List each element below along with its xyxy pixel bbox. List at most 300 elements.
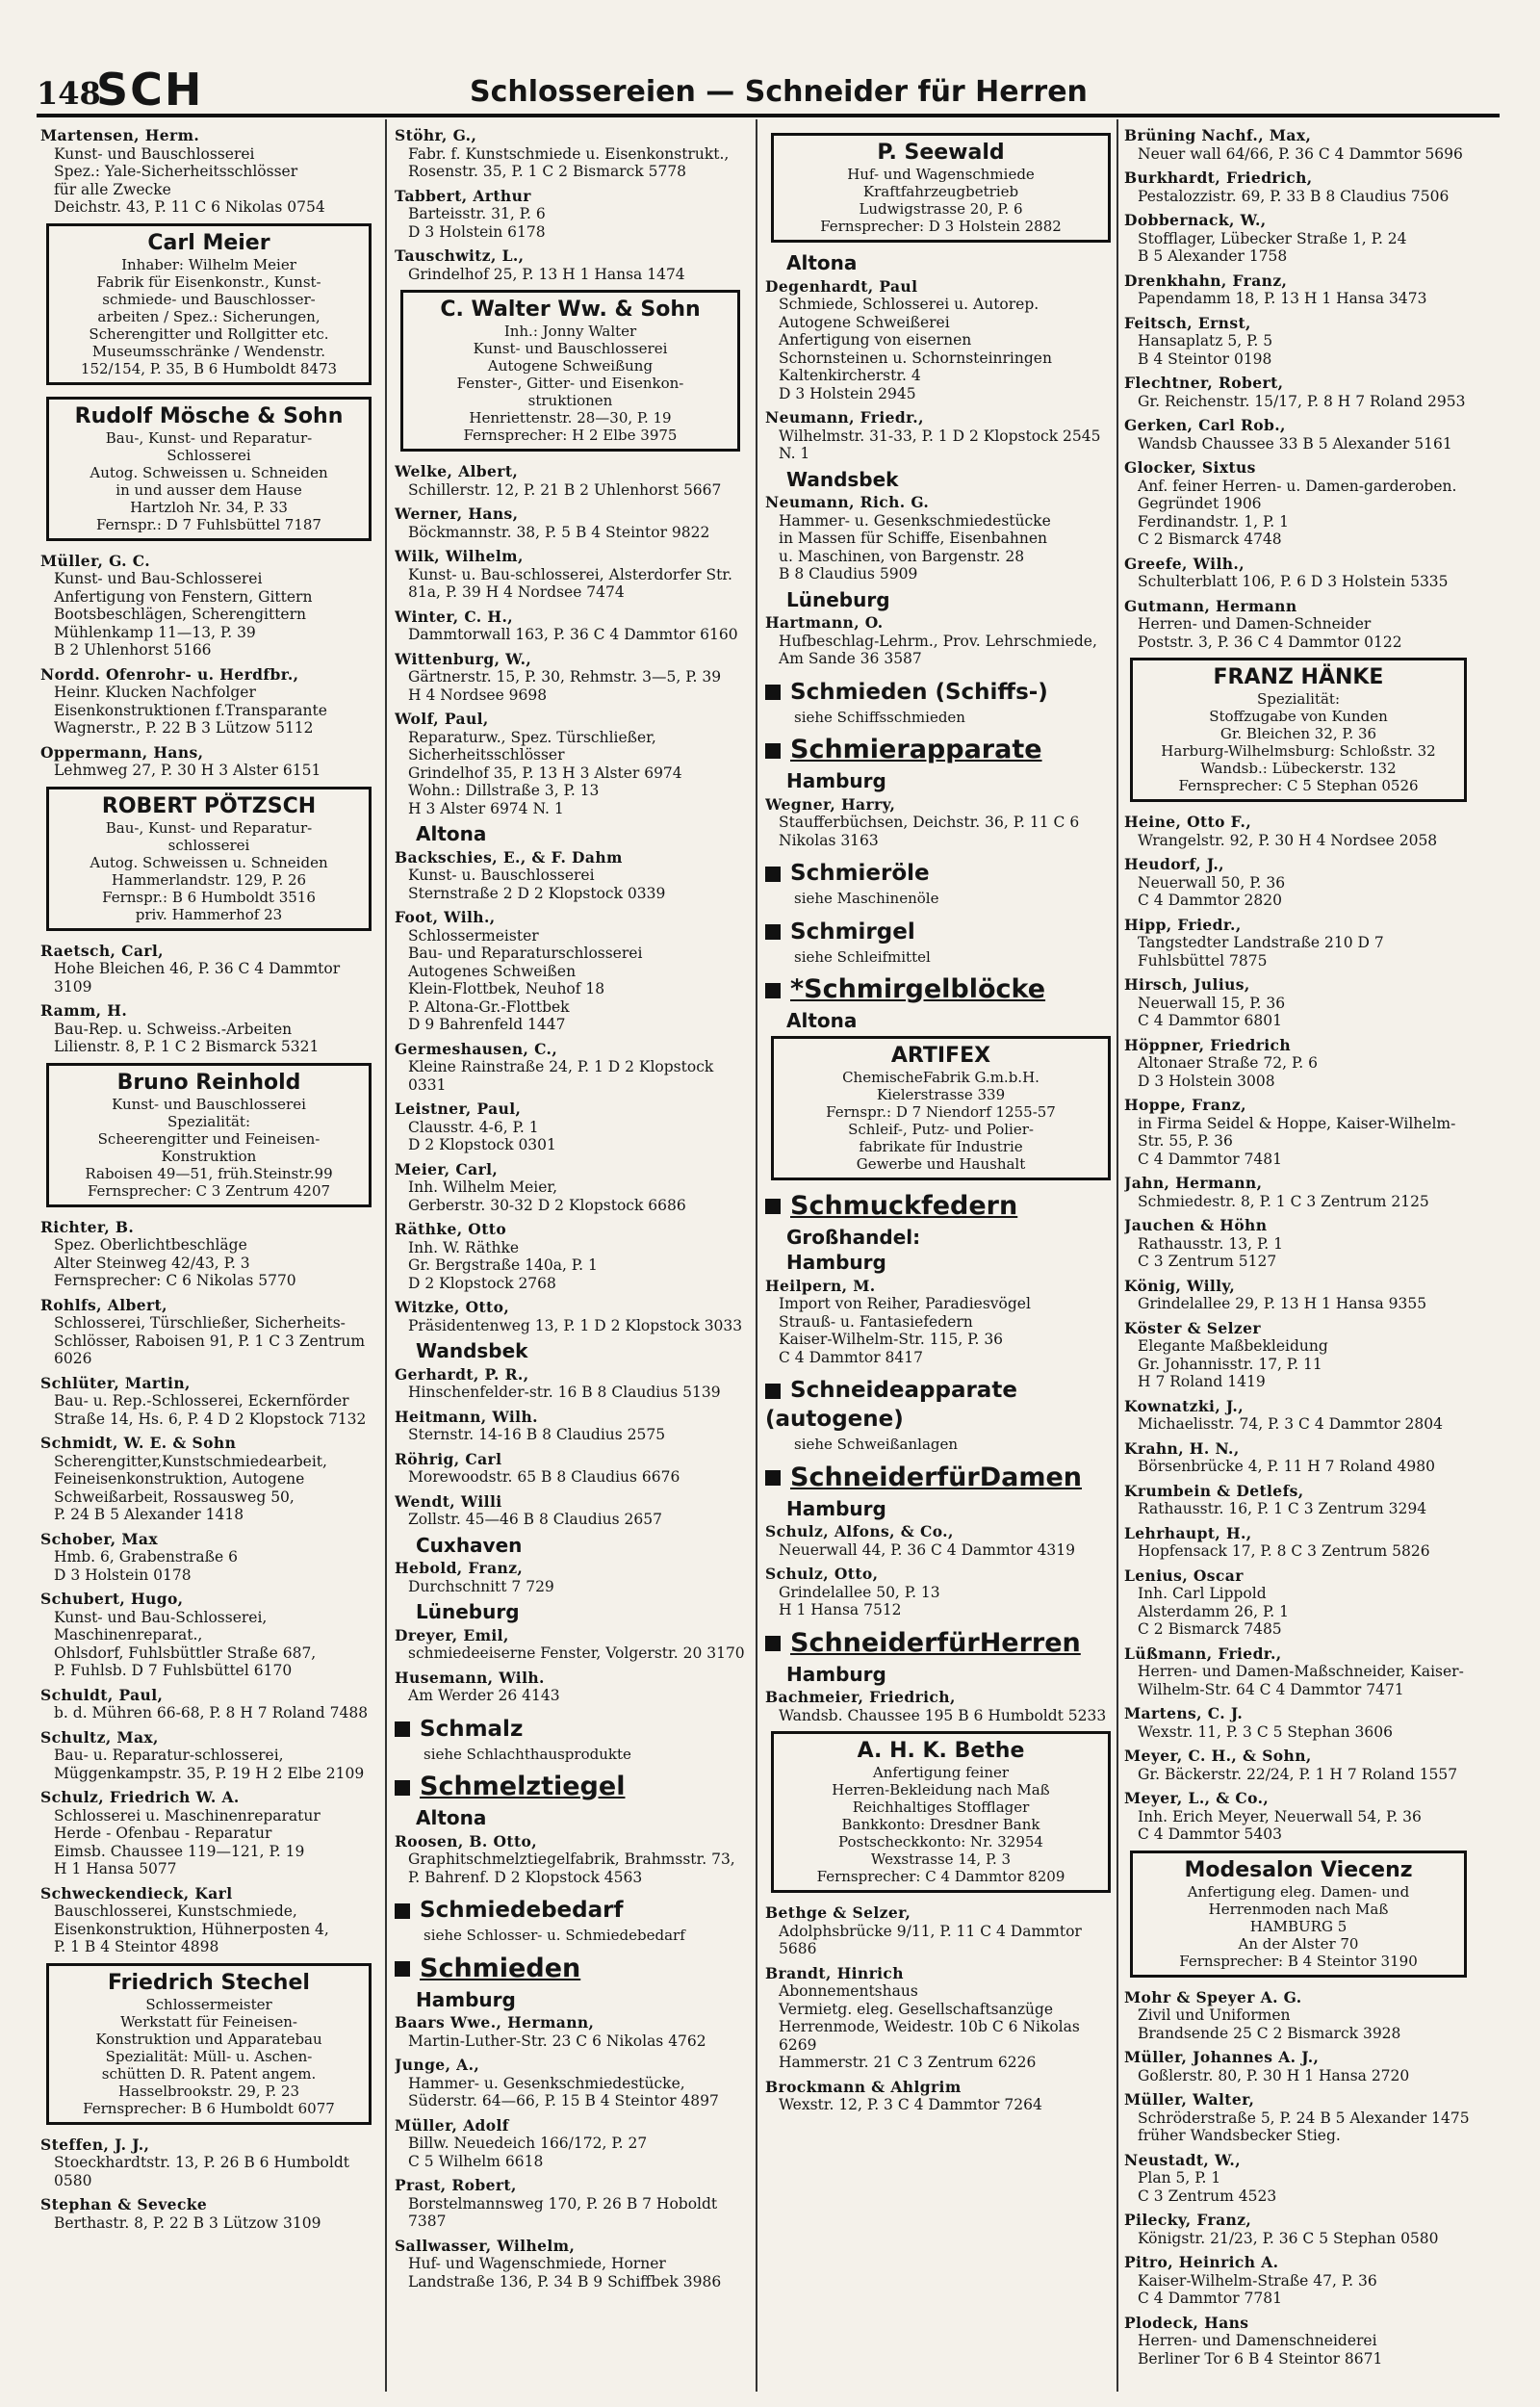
advertisement-line: Schleif-, Putz- und Polier- <box>848 1120 1034 1138</box>
entry-line: D 3 Holstein 3008 <box>1138 1072 1275 1090</box>
entry-line: C 4 Dammtor 7481 <box>1138 1150 1282 1168</box>
entry-line: H 3 Alster 6974 N. 1 <box>408 799 564 817</box>
directory-entry <box>40 666 377 738</box>
entry-line: Pestalozzistr. 69, P. 33 B 8 Claudius 7506 <box>1138 187 1450 205</box>
advertisement-box <box>771 1036 1111 1180</box>
entry-name: Wittenburg, W., <box>395 649 532 668</box>
entry-name: Mohr & Speyer A. G. <box>1124 1987 1302 2006</box>
entry-name: Hoppe, Franz, <box>1124 1096 1246 1114</box>
directory-entry <box>1124 1747 1473 1783</box>
entry-name: Dobbernack, W., <box>1124 211 1267 229</box>
city-heading: Altona <box>786 251 858 274</box>
entry-name: Sallwasser, Wilhelm, <box>395 2236 576 2255</box>
advertisement-line: schütten D. R. Patent angem. <box>101 2064 317 2083</box>
directory-entry <box>1124 459 1473 549</box>
advertisement-line: in und ausser dem Hause <box>116 480 302 499</box>
advertisement-title: FRANZ HÄNKE <box>1213 665 1384 689</box>
directory-entry <box>765 494 1116 583</box>
entry-name: Lüßmann, Friedr., <box>1124 1643 1282 1663</box>
entry-line: Wandsb Chaussee 33 B 5 Alexander 5161 <box>1138 434 1452 453</box>
advertisement-line: Autogene Schweißung <box>487 357 654 375</box>
entry-line: Anfertigung von Fenstern, Gittern <box>54 587 313 606</box>
entry-name: Müller, Walter, <box>1124 2090 1255 2109</box>
entry-line: Hammer- u. Gesenkschmiedestücke <box>779 511 1051 530</box>
directory-entry <box>1124 2315 1473 2368</box>
entry-name: Brüning Nachf., Max, <box>1124 127 1312 144</box>
advertisement-box <box>771 1731 1111 1893</box>
advertisement-title: Modesalon Viecenz <box>1184 1857 1413 1882</box>
advertisement-line: ChemischeFabrik G.m.b.H. <box>842 1068 1040 1086</box>
entry-name: Brockmann & Ahlgrim <box>765 2077 962 2096</box>
advertisement-title: Friedrich Stechel <box>108 1970 310 1995</box>
entry-line: Grindelhof 35, P. 13 H 3 Alster 6974 <box>408 764 682 782</box>
directory-entry <box>1124 2152 1473 2206</box>
advertisement-title: ARTIFEX <box>890 1043 991 1068</box>
advertisement-line: Spezialität: Müll- u. Aschen- <box>105 2047 313 2065</box>
advertisement-line: Fenster-, Gitter- und Eisenkon- <box>456 375 684 392</box>
entry-line: Barteisstr. 31, P. 6 <box>408 205 546 222</box>
entry-line: Adolphsbrücke 9/11, P. 11 C 4 Dammtor 5686 <box>779 1922 1082 1957</box>
entry-line: Goßlerstr. 80, P. 30 H 1 Hansa 2720 <box>1138 2066 1410 2084</box>
entry-name: Jahn, Hermann, <box>1124 1174 1263 1192</box>
entry-line: D 9 Bahrenfeld 1447 <box>408 1016 566 1033</box>
entry-name: Lehrhaupt, H., <box>1124 1523 1252 1542</box>
page-header <box>37 64 1500 117</box>
entry-name: Schlüter, Martin, <box>40 1373 191 1392</box>
directory-entry <box>40 1435 377 1524</box>
entry-line: Börsenbrücke 4, P. 11 H 7 Roland 4980 <box>1138 1458 1435 1475</box>
entry-name: Schober, Max <box>40 1529 159 1548</box>
entry-line: Autogene Schweißerei <box>779 313 950 331</box>
entry-name: Werner, Hans, <box>395 505 519 523</box>
entry-line: Hammer- u. Gesenkschmiedestücke, Süderstr. 64—66, P. 15 B 4 Steintor 4897 <box>408 2074 719 2109</box>
directory-entry <box>1124 1320 1473 1391</box>
directory-entry <box>1124 1567 1473 1639</box>
directory-entry <box>1124 1278 1473 1313</box>
advertisement-title: ROBERT PÖTZSCH <box>101 793 317 818</box>
entry-line: u. Maschinen, von Bargenstr. 28 <box>779 547 1025 565</box>
entry-name: Martens, C. J. <box>1124 1704 1244 1722</box>
city-heading: Altona <box>786 1009 858 1032</box>
directory-entry <box>395 2177 746 2231</box>
entry-name: Hipp, Friedr., <box>1124 915 1242 934</box>
advertisement-line: Raboisen 49—51, früh.Steinstr.99 <box>85 1164 333 1182</box>
entry-name: Stephan & Sevecke <box>40 2195 208 2213</box>
entry-name: Lenius, Oscar <box>1124 1566 1244 1585</box>
entry-line: Martin-Luther-Str. 23 C 6 Nikolas 4762 <box>408 2032 706 2050</box>
entry-name: Stöhr, G., <box>395 127 477 144</box>
entry-line: Herrenmode, Weidestr. 10b C 6 Nikolas 6269 <box>779 2018 1080 2054</box>
entry-line: Stoeckhardtstr. 13, P. 26 B 6 Humboldt 0580 <box>54 2154 349 2189</box>
entry-name: Pitro, Heinrich A. <box>1124 2253 1279 2271</box>
directory-entry <box>395 651 746 705</box>
advertisement-line: Kunst- und Bauschlosserei <box>112 1095 306 1113</box>
entry-name: Wilk, Wilhelm, <box>395 547 524 565</box>
directory-entry <box>395 463 746 499</box>
entry-name: Köster & Selzer <box>1124 1318 1261 1337</box>
entry-line: Gr. Reichenstr. 15/17, P. 8 H 7 Roland 2953 <box>1138 392 1466 410</box>
directory-entry <box>395 1161 746 1215</box>
directory-entry <box>395 1493 746 1529</box>
entry-line: Feineisenkonstruktion, Autogene <box>54 1470 305 1488</box>
entry-line: Hmb. 6, Grabenstraße 6 <box>54 1548 238 1566</box>
entry-line: Schillerstr. 12, P. 21 B 2 Uhlenhorst 5667 <box>408 480 722 499</box>
section-heading-text: Schmelztiegel <box>420 1772 626 1801</box>
entry-name: Roosen, B. Otto, <box>395 1831 538 1851</box>
advertisement-box <box>46 1963 372 2125</box>
entry-line: Brandsende 25 C 2 Bismarck 3928 <box>1138 2024 1401 2042</box>
entry-name: Junge, A., <box>395 2056 480 2074</box>
entry-line: Billw. Neuedeich 166/172, P. 27 <box>408 2135 648 2152</box>
entry-line: schmiedeeiserne Fenster, Volgerstr. 20 3170 <box>408 1644 745 1662</box>
section-heading <box>765 736 1116 764</box>
entry-line: Mühlenkamp 11—13, P. 39 <box>54 623 256 641</box>
section-heading-text: Schmieden (Schiffs-) <box>790 679 1048 705</box>
entry-name: Dreyer, Emil, <box>395 1625 509 1644</box>
entry-line: Reparaturw., Spez. Türschließer, Sicherheitsschlösser <box>408 728 656 764</box>
entry-line: Ferdinandstr. 1, P. 1 <box>1138 512 1289 531</box>
advertisement-line: Stoffzugabe von Kunden <box>1209 708 1388 725</box>
entry-name: Schweckendieck, Karl <box>40 1883 233 1902</box>
advertisement-line: Bankkonto: Dresdner Bank <box>841 1816 1040 1833</box>
directory-entry <box>1124 598 1473 652</box>
entry-line: C 4 Dammtor 8417 <box>779 1348 923 1366</box>
entry-line: Scherengitter,Kunstschmiedearbeit, <box>54 1452 327 1470</box>
directory-entry <box>395 1669 746 1705</box>
section-heading <box>765 1629 1116 1658</box>
entry-name: Prast, Robert, <box>395 2176 517 2194</box>
entry-line: Dammtorwall 163, P. 36 C 4 Dammtor 6160 <box>408 626 738 643</box>
advertisement-line: Werkstatt für Feineisen- <box>120 2012 297 2031</box>
entry-name: Burkhardt, Friedrich, <box>1124 168 1313 187</box>
directory-entry <box>395 127 746 181</box>
section-letters: SCH <box>96 64 204 116</box>
city-heading: Altona <box>416 822 487 845</box>
section-heading-text: Schmuckfedern <box>790 1190 1018 1221</box>
cross-reference: siehe Schiffsschmieden <box>794 708 965 726</box>
advertisement-line: Scherengitter und Rollgitter etc. <box>89 324 329 343</box>
entry-line: P. Altona-Gr.-Flottbek <box>408 997 570 1016</box>
entry-line: Kunst- und Bau-Schlosserei, Maschinenreparat., <box>54 1608 268 1643</box>
directory-entry <box>1124 127 1473 163</box>
advertisement-line: Scheerengitter und Feineisen- <box>97 1129 321 1148</box>
entry-name: Heudorf, J., <box>1124 855 1224 873</box>
advertisement-title: P. Seewald <box>877 141 1005 165</box>
entry-name: Heilpern, M. <box>765 1276 876 1295</box>
entry-line: Graphitschmelztiegelfabrik, Brahmsstr. 73, P. Bahrenf. D 2 Klopstock 4563 <box>408 1851 735 1886</box>
directory-entry <box>40 1729 377 1783</box>
entry-name: Gutmann, Hermann <box>1124 596 1297 615</box>
section-heading <box>395 1954 746 1983</box>
advertisement-line: Inhaber: Wilhelm Meier <box>121 255 296 273</box>
entry-line: Schröderstraße 5, P. 24 B 5 Alexander 1475 <box>1138 2109 1470 2127</box>
directory-entry <box>395 1409 746 1444</box>
advertisement-line: Schlosserei <box>167 446 251 464</box>
entry-line: Eimsb. Chaussee 119—121, P. 19 <box>54 1842 305 1860</box>
directory-entry <box>395 1041 746 1095</box>
entry-name: Hartmann, O. <box>765 613 884 632</box>
directory-entry <box>1124 1989 1473 2043</box>
advertisement-line: Hammerlandstr. 129, P. 26 <box>111 870 307 889</box>
directory-entry <box>1124 1217 1473 1271</box>
advertisement-line: schlosserei <box>167 836 250 854</box>
directory-entry <box>395 1627 746 1663</box>
cross-reference: siehe Schlachthausprodukte <box>424 1745 631 1763</box>
section-heading-text: SchneiderfürDamen <box>790 1462 1082 1492</box>
entry-name: Meyer, L., & Co., <box>1124 1789 1270 1807</box>
section-marker-icon <box>765 1384 781 1399</box>
entry-name: Jauchen & Höhn <box>1124 1216 1268 1234</box>
directory-entry <box>1124 976 1473 1030</box>
entry-name: Räthke, Otto <box>395 1220 507 1238</box>
directory-entry <box>765 1523 1116 1559</box>
section-marker-icon <box>395 1903 410 1919</box>
city-heading: Hamburg <box>786 769 886 792</box>
entry-name: Greefe, Wilh., <box>1124 554 1245 573</box>
directory-entry <box>40 2196 377 2232</box>
entry-line: Schulterblatt 106, P. 6 D 3 Holstein 5335 <box>1138 573 1449 590</box>
directory-entry <box>395 909 746 1034</box>
advertisement-line: Anfertigung eleg. Damen- und <box>1187 1882 1410 1901</box>
entry-name: Schulz, Friedrich W. A. <box>40 1788 240 1806</box>
entry-line: Staufferbüchsen, Deichstr. 36, P. 11 C 6 Nikolas 3163 <box>779 814 1080 849</box>
entry-name: Hebold, Franz, <box>395 1559 524 1577</box>
advertisement-line: Kraftfahrzeugbetrieb <box>862 183 1019 200</box>
entry-line: Alsterdamm 26, P. 1 <box>1138 1602 1289 1620</box>
entry-name: Müller, Johannes A. J., <box>1124 2048 1320 2066</box>
entry-line: C 4 Dammtor 2820 <box>1138 892 1282 909</box>
directory-entry <box>765 1689 1116 1724</box>
column-1 <box>40 127 377 2390</box>
entry-name: Martensen, Herm. <box>40 127 200 144</box>
directory-entry <box>395 1833 746 1887</box>
advertisement-line: Wandsb.: Lübeckerstr. 132 <box>1200 760 1397 777</box>
advertisement-box <box>46 223 372 385</box>
directory-entry <box>765 796 1116 850</box>
entry-name: Schulz, Alfons, & Co., <box>765 1522 954 1540</box>
entry-line: in Massen für Schiffe, Eisenbahnen <box>779 530 1047 547</box>
advertisement-line: Kunst- und Bauschlosserei <box>473 340 668 357</box>
advertisement-box <box>771 133 1111 243</box>
entry-line: Autogenes Schweißen <box>408 962 577 980</box>
entry-line: Clausstr. 4-6, P. 1 <box>408 1118 539 1136</box>
entry-name: Oppermann, Hans, <box>40 742 204 762</box>
advertisement-line: Ludwigstrasse 20, P. 6 <box>859 200 1023 218</box>
advertisement-line: Huf- und Wagenschmiede <box>847 166 1035 183</box>
entry-line: Papendamm 18, P. 13 H 1 Hansa 3473 <box>1138 290 1427 307</box>
section-heading <box>395 1896 746 1925</box>
entry-line: Elegante Maßbekleidung <box>1138 1337 1328 1355</box>
entry-line: Schlosserei, Türschließer, Sicherheits-Schlösser, Raboisen 91, P. 1 C 3 Zentrum 6026 <box>54 1314 366 1367</box>
directory-entry <box>1124 917 1473 971</box>
section-heading-text: Schmieröle <box>790 861 930 886</box>
entry-line: Präsidentenweg 13, P. 1 D 2 Klopstock 3033 <box>408 1316 743 1334</box>
entry-name: Schulz, Otto, <box>765 1565 879 1583</box>
section-heading-text: Schmiedebedarf <box>420 1898 624 1923</box>
entry-line: B 8 Claudius 5909 <box>779 565 918 582</box>
entry-name: Schmidt, W. E. & Sohn <box>40 1434 237 1452</box>
entry-line: Anfertigung von eisernen <box>779 331 972 349</box>
directory-entry <box>40 1219 377 1290</box>
advertisement-title: C. Walter Ww. & Sohn <box>440 298 701 322</box>
entry-name: Heitmann, Wilh. <box>395 1407 538 1426</box>
entry-line: Wandsb. Chaussee 195 B 6 Humboldt 5233 <box>779 1706 1107 1724</box>
directory-entry <box>40 1591 377 1680</box>
section-marker-icon <box>395 1721 410 1737</box>
entry-line: Gr. Bergstraße 140a, P. 1 <box>408 1256 598 1274</box>
entry-line: Kaiser-Wilhelm-Str. 115, P. 36 <box>779 1331 1004 1348</box>
directory-entry <box>1124 1175 1473 1210</box>
page-number: 148 <box>37 75 101 112</box>
entry-line: Eisenkonstruktion, Hühnerposten 4, <box>54 1920 329 1938</box>
directory-entry <box>1124 375 1473 410</box>
entry-line: Gärtnerstr. 15, P. 30, Rehmstr. 3—5, P. 39 <box>408 668 722 686</box>
advertisement-line: 152/154, P. 35, B 6 Humboldt 8473 <box>80 359 338 377</box>
entry-line: Hohe Bleichen 46, P. 36 C 4 Dammtor 3109 <box>54 960 341 996</box>
city-heading: Altona <box>416 1806 487 1829</box>
advertisement-line: Fernspr.: D 7 Fuhlsbüttel 7187 <box>96 515 321 533</box>
advertisement-line: Spezialität: <box>167 1112 251 1130</box>
entry-name: Neumann, Rich. G. <box>765 493 930 511</box>
entry-line: Schlosserei u. Maschinenreparatur <box>54 1806 321 1825</box>
directory-entry <box>1124 1398 1473 1434</box>
advertisement-box <box>1130 658 1467 802</box>
entry-line: Neuerwall 50, P. 36 <box>1138 873 1286 892</box>
entry-line: Klein-Flottbek, Neuhof 18 <box>408 980 605 997</box>
directory-entry <box>395 188 746 242</box>
entry-line: Fabr. f. Kunstschmiede u. Eisenkonstrukt., Rosenstr. 35, P. 1 C 2 Bismarck 5778 <box>408 144 730 180</box>
advertisement-line: Konstruktion und Apparatebau <box>95 2030 322 2048</box>
entry-name: Gerken, Carl Rob., <box>1124 416 1286 434</box>
section-heading-text: SchneiderfürHerren <box>790 1627 1081 1658</box>
cross-reference: siehe Schlosser- u. Schmiedebedarf <box>424 1927 685 1944</box>
entry-line: Grindelhof 25, P. 13 H 1 Hansa 1474 <box>408 265 685 283</box>
entry-line: P. 24 B 5 Alexander 1418 <box>54 1506 244 1523</box>
entry-name: Meyer, C. H., & Sohn, <box>1124 1747 1312 1765</box>
entry-line: Eisenkonstruktionen f.Transparante <box>54 701 327 719</box>
directory-entry <box>395 1299 746 1334</box>
directory-entry <box>395 247 746 283</box>
directory-entry <box>1124 856 1473 910</box>
entry-line: Kunst- und Bau-Schlosserei <box>54 570 263 587</box>
advertisement-line: Fernsprecher: H 2 Elbe 3975 <box>463 427 678 444</box>
entry-line: Huf- und Wagenschmiede, Horner Landstraße 136, P. 34 B 9 Schiffbek 3986 <box>408 2255 722 2291</box>
entry-line: H 1 Hansa 7512 <box>779 1601 902 1618</box>
directory-entry <box>765 1566 1116 1619</box>
entry-name: Winter, C. H., <box>395 607 514 626</box>
entry-line: Hopfensack 17, P. 8 C 3 Zentrum 5826 <box>1138 1542 1430 1560</box>
city-heading: Hamburg <box>786 1662 886 1686</box>
advertisement-box <box>46 397 372 541</box>
entry-line: D 3 Holstein 6178 <box>408 222 546 241</box>
entry-name: Wegner, Harry, <box>765 794 896 814</box>
entry-name: Backschies, E., & F. Dahm <box>395 847 623 867</box>
directory-entry <box>395 2057 746 2110</box>
advertisement-line: Fernsprecher: C 4 Dammtor 8209 <box>816 1868 1065 1885</box>
directory-entry <box>1124 1037 1473 1091</box>
directory-entry <box>40 1885 377 1956</box>
entry-line: Rathausstr. 13, P. 1 <box>1138 1234 1283 1253</box>
entry-name: Raetsch, Carl, <box>40 941 164 960</box>
directory-entry <box>1124 2254 1473 2308</box>
entry-name: Krumbein & Detlefs, <box>1124 1481 1304 1500</box>
directory-entry <box>395 2014 746 2050</box>
directory-entry <box>395 505 746 541</box>
entry-line: Kunst- u. Bauschlosserei <box>408 867 595 884</box>
entry-line: Herde - Ofenbau - Reparatur <box>54 1825 272 1842</box>
entry-line: Hufbeschlag-Lehrm., Prov. Lehrschmiede, Am Sande 36 3587 <box>779 632 1097 667</box>
advertisement-box <box>46 787 372 931</box>
entry-name: Bachmeier, Friedrich, <box>765 1688 956 1706</box>
advertisement-line: Schlossermeister <box>145 1995 272 2013</box>
entry-line: Wexstr. 11, P. 3 C 5 Stephan 3606 <box>1138 1722 1393 1741</box>
entry-name: Welke, Albert, <box>395 462 519 480</box>
directory-entry <box>1124 2049 1473 2084</box>
entry-name: Richter, B. <box>40 1217 135 1236</box>
section-heading-text: Schmierapparate <box>790 735 1042 764</box>
entry-line: D 3 Holstein 2945 <box>779 384 916 402</box>
advertisement-line: schmiede- und Bauschlosser- <box>102 290 316 308</box>
entry-line: Anf. feiner Herren- u. Damen-garderoben. Gegründet 1906 <box>1138 477 1457 512</box>
directory-entry <box>1124 2091 1473 2145</box>
directory-entry <box>1124 1790 1473 1844</box>
entry-line: Spez. Oberlichtbeschläge <box>54 1236 247 1254</box>
entry-name: Husemann, Wilh. <box>395 1668 545 1687</box>
advertisement-line: Inh.: Jonny Walter <box>503 323 637 340</box>
entry-name: Plodeck, Hans <box>1124 2313 1249 2332</box>
directory-entry <box>40 1789 377 1878</box>
entry-line: Kaltenkircherstr. 4 <box>779 367 921 384</box>
entry-name: Witzke, Otto, <box>395 1298 510 1316</box>
entry-line: in Firma Seidel & Hoppe, Kaiser-Wilhelm-Str. 55, P. 36 <box>1138 1114 1456 1150</box>
entry-name: Schuldt, Paul, <box>40 1685 164 1704</box>
section-marker-icon <box>395 1961 410 1977</box>
entry-line: Wagnerstr., P. 22 B 3 Lützow 5112 <box>54 719 314 737</box>
section-heading <box>765 1192 1116 1221</box>
entry-line: Zivil und Uniformen <box>1138 2006 1291 2024</box>
entry-name: Degenhardt, Paul <box>765 276 918 296</box>
directory-entry <box>395 1100 746 1154</box>
entry-line: Bau- u. Rep.-Schlosserei, Eckernförder Straße 14, Hs. 6, P. 4 D 2 Klopstock 7132 <box>54 1392 367 1428</box>
entry-line: Berthastr. 8, P. 22 B 3 Lützow 3109 <box>54 2213 321 2232</box>
entry-name: Tauschwitz, L., <box>395 246 525 265</box>
entry-line: Poststr. 3, P. 36 C 4 Dammtor 0122 <box>1138 633 1402 651</box>
directory-entry <box>1124 212 1473 266</box>
section-marker-icon <box>765 867 781 882</box>
entry-line: P. Fuhlsb. D 7 Fuhlsbüttel 6170 <box>54 1662 293 1679</box>
entry-line: Fernsprecher: C 6 Nikolas 5770 <box>54 1272 296 1289</box>
column-3 <box>765 127 1116 2390</box>
entry-line: Ohlsdorf, Fuhlsbüttler Straße 687, <box>54 1643 317 1662</box>
column-4 <box>1124 127 1473 2390</box>
section-heading <box>765 1463 1116 1492</box>
advertisement-line: Museumsschränke / Wendenstr. <box>91 342 326 360</box>
directory-entry <box>40 1687 377 1722</box>
city-heading: Hamburg <box>786 1251 886 1274</box>
entry-name: Nordd. Ofenrohr- u. Herdfbr., <box>40 664 299 684</box>
advertisement-line: struktionen <box>527 392 613 409</box>
advertisement-line: Gewerbe und Haushalt <box>856 1154 1026 1173</box>
section-heading-text: Schneideapparate (autogene) <box>765 1378 1017 1432</box>
section-heading-text: *Schmirgelblöcke <box>790 974 1046 1004</box>
directory-entry <box>765 278 1116 403</box>
entry-line: Zollstr. 45—46 B 8 Claudius 2657 <box>408 1511 662 1528</box>
advertisement-line: Fernsprecher: B 4 Steintor 3190 <box>1179 1952 1418 1970</box>
advertisement-line: Fernsprecher: C 3 Zentrum 4207 <box>87 1181 331 1200</box>
entry-line: Herren- und Damenschneiderei <box>1138 2332 1377 2349</box>
entry-line: Strauß- u. Fantasiefedern <box>779 1312 973 1331</box>
directory-entry <box>765 1278 1116 1367</box>
